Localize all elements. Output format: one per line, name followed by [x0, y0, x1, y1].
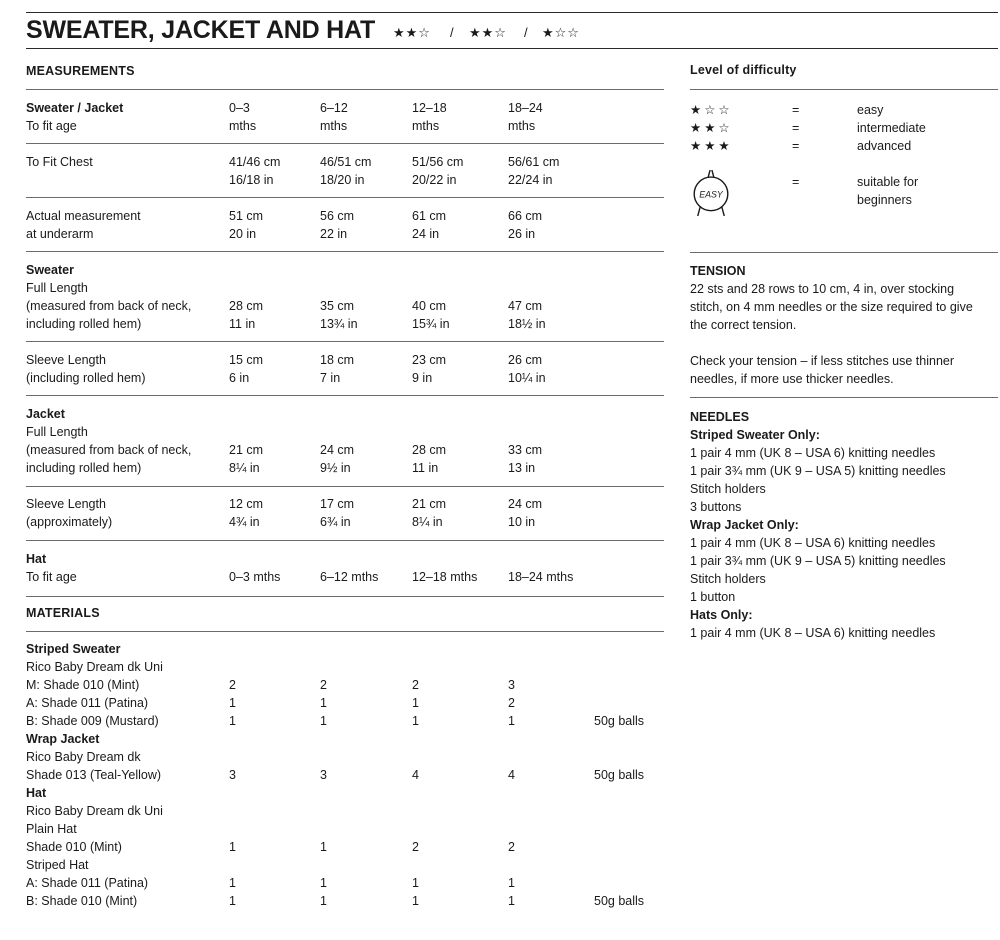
needles-item: Stitch holders	[690, 482, 766, 496]
needles-subheading: Striped Sweater Only:	[690, 428, 820, 442]
easy-badge-icon	[688, 170, 734, 216]
jacket-sleeve-cm-3: 21 cm	[412, 497, 447, 511]
age-label: To fit age	[26, 119, 77, 133]
materials-quantity: 1	[320, 876, 327, 890]
jacket-sleeve-cm-1: 12 cm	[229, 497, 264, 511]
needles-item: 1 pair 4 mm (UK 8 – USA 6) knitting needles	[690, 626, 936, 640]
materials-row-label: Hat	[26, 786, 47, 800]
materials-quantity: 2	[320, 678, 327, 692]
materials-quantity: 1	[320, 894, 327, 908]
difficulty-text-advanced: advanced	[857, 139, 912, 153]
materials-quantity: 1	[508, 876, 515, 890]
age-size-3: 12–18	[412, 101, 447, 115]
chest-cm-3: 51/56 cm	[412, 155, 464, 169]
needles-subheading: Wrap Jacket Only:	[690, 518, 799, 532]
needles-item: 3 buttons	[690, 500, 742, 514]
hat-age-4: 18–24 mths	[508, 570, 574, 584]
sweater-jacket-label: Sweater / Jacket	[26, 101, 124, 115]
materials-unit: 50g balls	[594, 714, 645, 728]
materials-row-label: Plain Hat	[26, 822, 77, 836]
rating-stars-hat: ★☆☆	[542, 25, 580, 40]
jacket-full-length-note-2: including rolled hem)	[26, 461, 142, 475]
hat-age-2: 6–12 mths	[320, 570, 379, 584]
equals-sign: =	[792, 175, 800, 189]
materials-quantity: 1	[320, 696, 327, 710]
materials-quantity: 2	[508, 840, 515, 854]
rating-separator: /	[524, 25, 528, 40]
jacket-sleeve-cm-2: 17 cm	[320, 497, 355, 511]
age-unit-1: mths	[229, 119, 257, 133]
jacket-full-length-label: Full Length	[26, 425, 88, 439]
materials-row-label: A: Shade 011 (Patina)	[26, 696, 149, 710]
hat-age-1: 0–3 mths	[229, 570, 281, 584]
jacket-full-cm-2: 24 cm	[320, 443, 355, 457]
jacket-sleeve-in-1: 4¾ in	[229, 515, 260, 529]
chest-cm-2: 46/51 cm	[320, 155, 372, 169]
needles-item: Stitch holders	[690, 572, 766, 586]
easy-text-1: suitable for	[857, 175, 919, 189]
sweater-sleeve-cm-4: 26 cm	[508, 353, 543, 367]
materials-row-label: Rico Baby Dream dk Uni	[26, 660, 163, 674]
materials-quantity: 4	[412, 768, 419, 782]
tension-line-1: 22 sts and 28 rows to 10 cm, 4 in, over stocking	[690, 282, 955, 296]
hat-age-3: 12–18 mths	[412, 570, 478, 584]
chest-in-1: 16/18 in	[229, 173, 274, 187]
sweater-full-cm-3: 40 cm	[412, 299, 447, 313]
materials-quantity: 1	[320, 714, 327, 728]
actual-in-4: 26 in	[508, 227, 536, 241]
jacket-full-in-4: 13 in	[508, 461, 536, 475]
age-size-4: 18–24	[508, 101, 543, 115]
sweater-full-length-label: Full Length	[26, 281, 88, 295]
jacket-full-in-2: 9½ in	[320, 461, 351, 475]
materials-row-label: Striped Hat	[26, 858, 89, 872]
needles-item: 1 pair 4 mm (UK 8 – USA 6) knitting needles	[690, 446, 936, 460]
actual-cm-3: 61 cm	[412, 209, 447, 223]
sweater-full-length-note: (measured from back of neck,	[26, 299, 192, 313]
materials-unit: 50g balls	[594, 768, 645, 782]
age-size-2: 6–12	[320, 101, 348, 115]
needles-item: 1 pair 3¾ mm (UK 9 – USA 5) knitting needles	[690, 554, 946, 568]
materials-quantity: 1	[412, 696, 419, 710]
chest-in-4: 22/24 in	[508, 173, 553, 187]
equals-sign: =	[792, 139, 800, 153]
materials-row-label: Rico Baby Dream dk	[26, 750, 141, 764]
page-title: SWEATER, JACKET AND HAT	[26, 16, 376, 44]
materials-row-label: Rico Baby Dream dk Uni	[26, 804, 163, 818]
chest-in-3: 20/22 in	[412, 173, 457, 187]
jacket-full-in-1: 8¼ in	[229, 461, 260, 475]
easy-text-2: beginners	[857, 193, 912, 207]
easy-badge-text: EASY	[699, 189, 723, 200]
chest-cm-4: 56/61 cm	[508, 155, 560, 169]
materials-quantity: 2	[229, 678, 236, 692]
sweater-sleeve-cm-1: 15 cm	[229, 353, 264, 367]
materials-quantity: 3	[229, 768, 236, 782]
materials-quantity: 1	[508, 894, 515, 908]
sweater-full-in-4: 18½ in	[508, 317, 546, 331]
sweater-sleeve-in-3: 9 in	[412, 371, 433, 385]
materials-row-label: B: Shade 010 (Mint)	[26, 894, 138, 908]
actual-cm-2: 56 cm	[320, 209, 355, 223]
rating-stars-sweater: ★★☆	[393, 25, 431, 40]
sweater-full-cm-1: 28 cm	[229, 299, 264, 313]
materials-quantity: 1	[412, 894, 419, 908]
jacket-full-in-3: 11 in	[412, 461, 439, 475]
jacket-sleeve-cm-4: 24 cm	[508, 497, 543, 511]
actual-cm-1: 51 cm	[229, 209, 264, 223]
difficulty-text-intermediate: intermediate	[857, 121, 926, 135]
sweater-sleeve-label: Sleeve Length	[26, 353, 106, 367]
materials-quantity: 2	[508, 696, 515, 710]
difficulty-heading: Level of difficulty	[690, 63, 797, 77]
difficulty-stars-intermediate: ★★☆	[690, 121, 733, 135]
equals-sign: =	[792, 121, 800, 135]
actual-cm-4: 66 cm	[508, 209, 543, 223]
materials-unit: 50g balls	[594, 894, 645, 908]
materials-row-label: Shade 010 (Mint)	[26, 840, 122, 854]
equals-sign: =	[792, 103, 800, 117]
difficulty-text-easy: easy	[857, 103, 884, 117]
needles-item: 1 button	[690, 590, 736, 604]
tension-check-1: Check your tension – if less stitches use thinner	[690, 354, 955, 368]
jacket-sleeve-note: (approximately)	[26, 515, 113, 529]
tension-line-2: stitch, on 4 mm needles or the size required to give	[690, 300, 973, 314]
jacket-sleeve-in-2: 6¾ in	[320, 515, 351, 529]
materials-quantity: 3	[320, 768, 327, 782]
sweater-heading: Sweater	[26, 263, 74, 277]
actual-in-3: 24 in	[412, 227, 440, 241]
jacket-full-length-note: (measured from back of neck,	[26, 443, 192, 457]
sweater-sleeve-cm-3: 23 cm	[412, 353, 447, 367]
materials-quantity: 1	[412, 876, 419, 890]
jacket-sleeve-label: Sleeve Length	[26, 497, 106, 511]
materials-quantity: 1	[229, 894, 236, 908]
jacket-full-cm-3: 28 cm	[412, 443, 447, 457]
sweater-full-cm-2: 35 cm	[320, 299, 355, 313]
jacket-sleeve-in-3: 8¼ in	[412, 515, 443, 529]
materials-quantity: 1	[229, 840, 236, 854]
materials-row-label: M: Shade 010 (Mint)	[26, 678, 140, 692]
sweater-sleeve-note: (including rolled hem)	[26, 371, 146, 385]
needles-item: 1 pair 3¾ mm (UK 9 – USA 5) knitting needles	[690, 464, 946, 478]
materials-quantity: 3	[508, 678, 515, 692]
needles-heading: NEEDLES	[690, 410, 750, 424]
materials-quantity: 1	[412, 714, 419, 728]
rating-stars-jacket: ★★☆	[469, 25, 507, 40]
materials-quantity: 2	[412, 840, 419, 854]
chest-in-2: 18/20 in	[320, 173, 365, 187]
sweater-sleeve-in-4: 10¼ in	[508, 371, 546, 385]
age-unit-4: mths	[508, 119, 536, 133]
chest-cm-1: 41/46 cm	[229, 155, 281, 169]
sweater-full-in-1: 11 in	[229, 317, 256, 331]
age-unit-3: mths	[412, 119, 440, 133]
actual-label: Actual measurement	[26, 209, 141, 223]
materials-heading: MATERIALS	[26, 606, 100, 620]
jacket-full-cm-1: 21 cm	[229, 443, 264, 457]
tension-check-2: needles, if more use thicker needles.	[690, 372, 894, 386]
age-size-1: 0–3	[229, 101, 250, 115]
jacket-heading: Jacket	[26, 407, 65, 421]
jacket-full-cm-4: 33 cm	[508, 443, 543, 457]
tension-heading: TENSION	[690, 264, 746, 278]
materials-quantity: 2	[412, 678, 419, 692]
actual-in-1: 20 in	[229, 227, 257, 241]
age-unit-2: mths	[320, 119, 348, 133]
difficulty-stars-advanced: ★★★	[690, 139, 733, 153]
difficulty-stars-easy: ★☆☆	[690, 103, 733, 117]
sweater-full-in-3: 15¾ in	[412, 317, 450, 331]
materials-quantity: 1	[229, 714, 236, 728]
sweater-sleeve-in-2: 7 in	[320, 371, 341, 385]
materials-quantity: 1	[229, 876, 236, 890]
hat-age-label: To fit age	[26, 570, 77, 584]
tension-line-3: the correct tension.	[690, 318, 797, 332]
sweater-full-in-2: 13¾ in	[320, 317, 358, 331]
measurements-heading: MEASUREMENTS	[26, 64, 135, 78]
hat-heading: Hat	[26, 552, 47, 566]
sweater-full-cm-4: 47 cm	[508, 299, 543, 313]
materials-quantity: 1	[508, 714, 515, 728]
chest-label: To Fit Chest	[26, 155, 93, 169]
actual-label-2: at underarm	[26, 227, 94, 241]
sweater-sleeve-cm-2: 18 cm	[320, 353, 355, 367]
materials-row-label: Shade 013 (Teal-Yellow)	[26, 768, 162, 782]
needles-item: 1 pair 4 mm (UK 8 – USA 6) knitting needles	[690, 536, 936, 550]
materials-quantity: 1	[229, 696, 236, 710]
actual-in-2: 22 in	[320, 227, 348, 241]
sweater-full-length-note-2: including rolled hem)	[26, 317, 142, 331]
materials-quantity: 1	[320, 840, 327, 854]
rating-separator: /	[450, 25, 454, 40]
sweater-sleeve-in-1: 6 in	[229, 371, 250, 385]
materials-row-label: Striped Sweater	[26, 642, 121, 656]
materials-row-label: A: Shade 011 (Patina)	[26, 876, 149, 890]
needles-subheading: Hats Only:	[690, 608, 753, 622]
materials-row-label: Wrap Jacket	[26, 732, 100, 746]
jacket-sleeve-in-4: 10 in	[508, 515, 536, 529]
materials-quantity: 4	[508, 768, 515, 782]
materials-row-label: B: Shade 009 (Mustard)	[26, 714, 159, 728]
